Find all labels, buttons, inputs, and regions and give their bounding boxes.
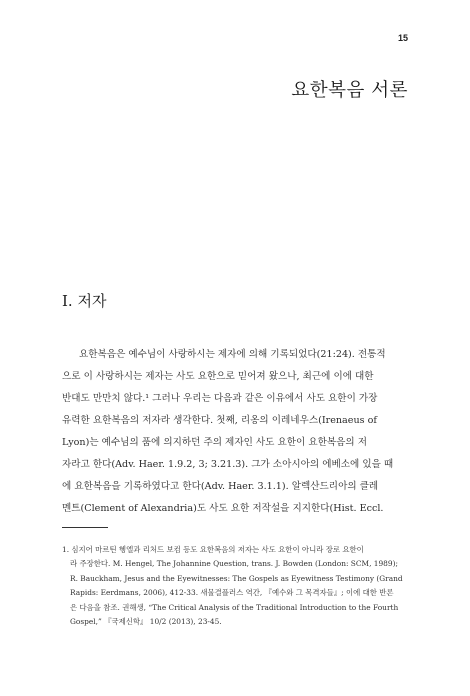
body-line: 반대도 만만치 않다.¹ 그러나 우리는 다음과 같은 이유에서 사도 요한이 가장 [62,393,378,404]
footnote-line: Gospel,” 『국제신학』 10/2 (2013), 23-45. [70,616,222,626]
body-line: 요한복음은 예수님이 사랑하시는 제자에 의해 기록되었다(21:24). 전통적 [79,349,386,360]
footnotes [62,543,412,629]
body-paragraph [62,344,412,520]
footnote-line: Rapids: Eerdmans, 2006), 412-33. 새물결플러스 역간, 『예수와 그 목격자들』; 이에 대한 반론 [70,588,394,598]
footnote-divider [62,527,108,528]
body-line: 멘트(Clement of Alexandria)도 사도 요한 저작설을 지지한다(Hist. Eccl. [62,503,384,514]
body-line: 유력한 요한복음의 저자라 생각한다. 첫째, 리옹의 이레네우스(Irenaeus of [62,415,377,426]
chapter-title: 요한복음 서론 [291,80,408,101]
footnote-line: R. Bauckham, Jesus and the Eyewitnesses: The Gospels as Eyewitness Testimony (Grand [70,573,403,583]
body-line: 자라고 한다(Adv. Haer. 1.9.2, 3; 3.21.3). 그가 소아시아의 에베소에 있을 때 [62,459,394,470]
section-heading: I. 저자 [62,292,107,310]
body-line: 에 요한복음을 기록하였다고 한다(Adv. Haer. 3.1.1). 알렉산드리아의 클레 [62,481,379,492]
footnote-line: 은 다음을 참조. 권해생, “The Critical Analysis of the Traditional Introduction to the Fourth [70,602,399,612]
footnote-line: 라 주장한다. M. Hengel, The Johannine Question, trans. J. Bowden (London: SCM, 1989); [70,559,398,569]
footnote-line: 1. 심지어 마르틴 헹엘과 리처드 보컴 등도 요한복음의 저자는 사도 요한이 아니라 장로 요한이 [62,545,364,554]
body-line: Lyon)는 예수님의 품에 의지하던 주의 제자인 사도 요한이 요한복음의 저 [62,437,367,448]
page-number: 15 [397,33,408,43]
body-line: 으로 이 사랑하시는 제자는 사도 요한으로 믿어져 왔으나, 최근에 이에 대한 [62,371,374,382]
